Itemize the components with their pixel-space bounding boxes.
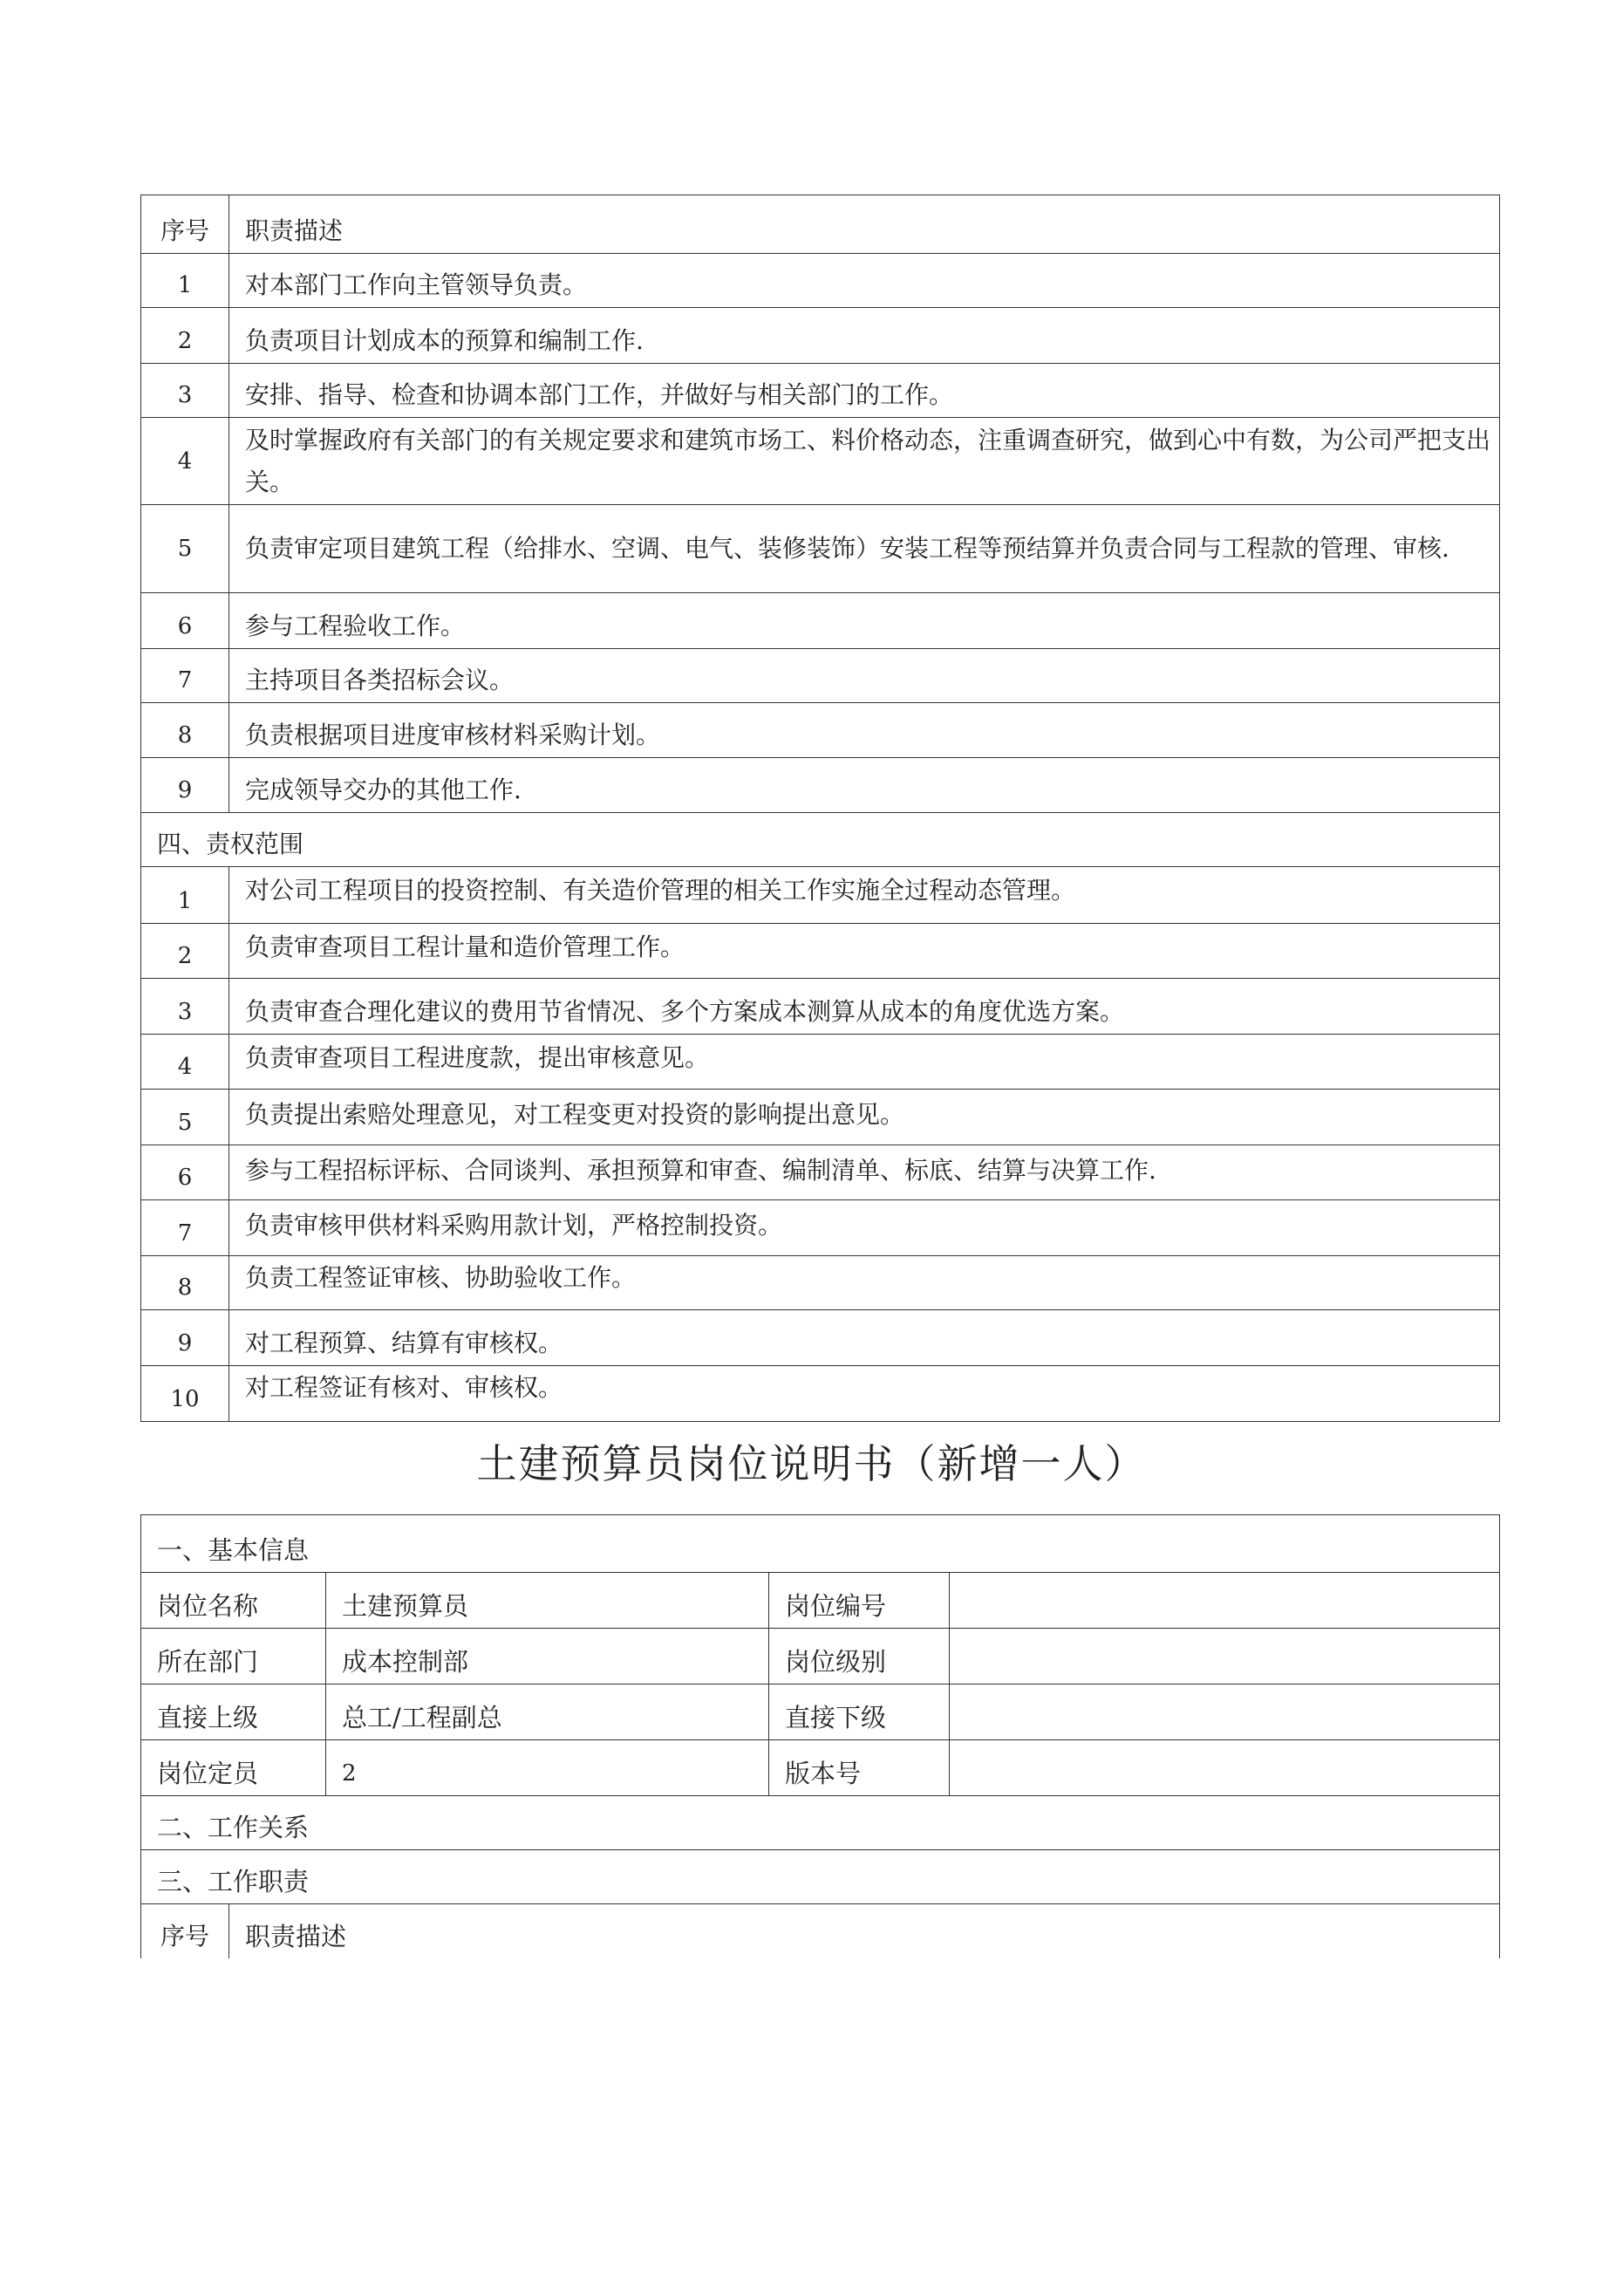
- row-desc: 负责工程签证审核、协助验收工作。: [229, 1256, 1500, 1310]
- table-row: [141, 254, 1500, 308]
- row-desc: 主持项目各类招标会议。: [229, 649, 1500, 703]
- table-row: [141, 758, 1500, 813]
- row-desc: 负责审查项目工程计量和造价管理工作。: [229, 924, 1500, 979]
- section-title-relations: 二、工作关系: [141, 1796, 1500, 1850]
- table-row: [141, 1200, 1500, 1256]
- table-header-row: [141, 195, 1500, 254]
- table-row: [141, 1256, 1500, 1310]
- info-label: 岗位级别: [769, 1629, 950, 1684]
- row-desc: 对本部门工作向主管领导负责。: [229, 254, 1500, 308]
- info-label: 岗位定员: [141, 1740, 326, 1796]
- row-no: 8: [141, 1256, 229, 1310]
- table-row: [141, 418, 1500, 505]
- responsibilities-table: [140, 195, 1500, 1422]
- info-label: 直接上级: [141, 1684, 326, 1740]
- table-row: [141, 979, 1500, 1035]
- info-value: [950, 1684, 1500, 1740]
- row-desc: 负责根据项目进度审核材料采购计划。: [229, 703, 1500, 758]
- row-desc: 负责审定项目建筑工程（给排水、空调、电气、装修装饰）安装工程等预结算并负责合同与工程款的管理、审核.: [229, 505, 1500, 593]
- row-desc: 负责项目计划成本的预算和编制工作.: [229, 308, 1500, 364]
- table-row: [141, 505, 1500, 593]
- row-no: 10: [141, 1366, 229, 1422]
- info-value: 成本控制部: [326, 1629, 769, 1684]
- row-desc: 负责提出索赔处理意见，对工程变更对投资的影响提出意见。: [229, 1090, 1500, 1145]
- row-no: 9: [141, 758, 229, 813]
- row-desc: 对公司工程项目的投资控制、有关造价管理的相关工作实施全过程动态管理。: [229, 867, 1500, 924]
- info-value: 总工/工程副总: [326, 1684, 769, 1740]
- info-row: [141, 1573, 1500, 1629]
- table-row: [141, 1035, 1500, 1090]
- info-value: [950, 1740, 1500, 1796]
- section-row: [141, 813, 1500, 867]
- table-row: [141, 308, 1500, 364]
- table-header-row: [141, 1904, 1500, 1958]
- row-desc: 对工程预算、结算有审核权。: [229, 1310, 1500, 1366]
- info-label: 所在部门: [141, 1629, 326, 1684]
- row-desc: 负责审查项目工程进度款，提出审核意见。: [229, 1035, 1500, 1090]
- table-row: [141, 1366, 1500, 1422]
- header-desc: 职责描述: [229, 195, 1500, 254]
- table-row: [141, 593, 1500, 649]
- table-row: [141, 1145, 1500, 1200]
- section-title-scope: 四、责权范围: [141, 813, 1500, 867]
- table-row: [141, 1090, 1500, 1145]
- info-row: [141, 1629, 1500, 1684]
- section-title-duties: 三、工作职责: [141, 1850, 1500, 1904]
- row-no: 9: [141, 1310, 229, 1366]
- row-no: 5: [141, 1090, 229, 1145]
- row-no: 7: [141, 1200, 229, 1256]
- row-no: 6: [141, 1145, 229, 1200]
- info-label: 岗位编号: [769, 1573, 950, 1629]
- info-value: [950, 1629, 1500, 1684]
- info-label: 版本号: [769, 1740, 950, 1796]
- info-value: [950, 1573, 1500, 1629]
- info-value: 2: [326, 1740, 769, 1796]
- header-desc: 职责描述: [229, 1904, 1500, 1958]
- basic-info-table: [140, 1514, 1500, 1958]
- info-row: [141, 1740, 1500, 1796]
- section-title-basic-info: 一、基本信息: [141, 1515, 1500, 1573]
- row-desc: 安排、指导、检查和协调本部门工作，并做好与相关部门的工作。: [229, 364, 1500, 418]
- page-title: 土建预算员岗位说明书（新增一人）: [476, 1440, 1147, 1487]
- info-label: 直接下级: [769, 1684, 950, 1740]
- row-no: 1: [141, 867, 229, 924]
- row-desc: 参与工程招标评标、合同谈判、承担预算和审查、编制清单、标底、结算与决算工作.: [229, 1145, 1500, 1200]
- section-row: [141, 1850, 1500, 1904]
- table-row: [141, 1310, 1500, 1366]
- section-row: [141, 1796, 1500, 1850]
- row-desc: 完成领导交办的其他工作.: [229, 758, 1500, 813]
- info-label: 岗位名称: [141, 1573, 326, 1629]
- table-row: [141, 924, 1500, 979]
- row-no: 1: [141, 254, 229, 308]
- table-row: [141, 649, 1500, 703]
- section-row: [141, 1515, 1500, 1573]
- row-no: 7: [141, 649, 229, 703]
- row-no: 8: [141, 703, 229, 758]
- table-row: [141, 867, 1500, 924]
- row-no: 4: [141, 418, 229, 505]
- info-value: 土建预算员: [326, 1573, 769, 1629]
- row-desc: 负责审查合理化建议的费用节省情况、多个方案成本测算从成本的角度优选方案。: [229, 979, 1500, 1035]
- header-no: 序号: [141, 1904, 229, 1958]
- row-no: 2: [141, 308, 229, 364]
- row-desc: 及时掌握政府有关部门的有关规定要求和建筑市场工、料价格动态，注重调查研究，做到心中有数，为公司严把支出关。: [229, 418, 1500, 505]
- row-no: 5: [141, 505, 229, 593]
- table-row: [141, 364, 1500, 418]
- table-row: [141, 703, 1500, 758]
- header-no: 序号: [141, 195, 229, 254]
- row-desc: 参与工程验收工作。: [229, 593, 1500, 649]
- row-desc: 对工程签证有核对、审核权。: [229, 1366, 1500, 1422]
- row-no: 3: [141, 979, 229, 1035]
- row-desc: 负责审核甲供材料采购用款计划，严格控制投资。: [229, 1200, 1500, 1256]
- row-no: 6: [141, 593, 229, 649]
- row-no: 3: [141, 364, 229, 418]
- row-no: 2: [141, 924, 229, 979]
- info-row: [141, 1684, 1500, 1740]
- row-no: 4: [141, 1035, 229, 1090]
